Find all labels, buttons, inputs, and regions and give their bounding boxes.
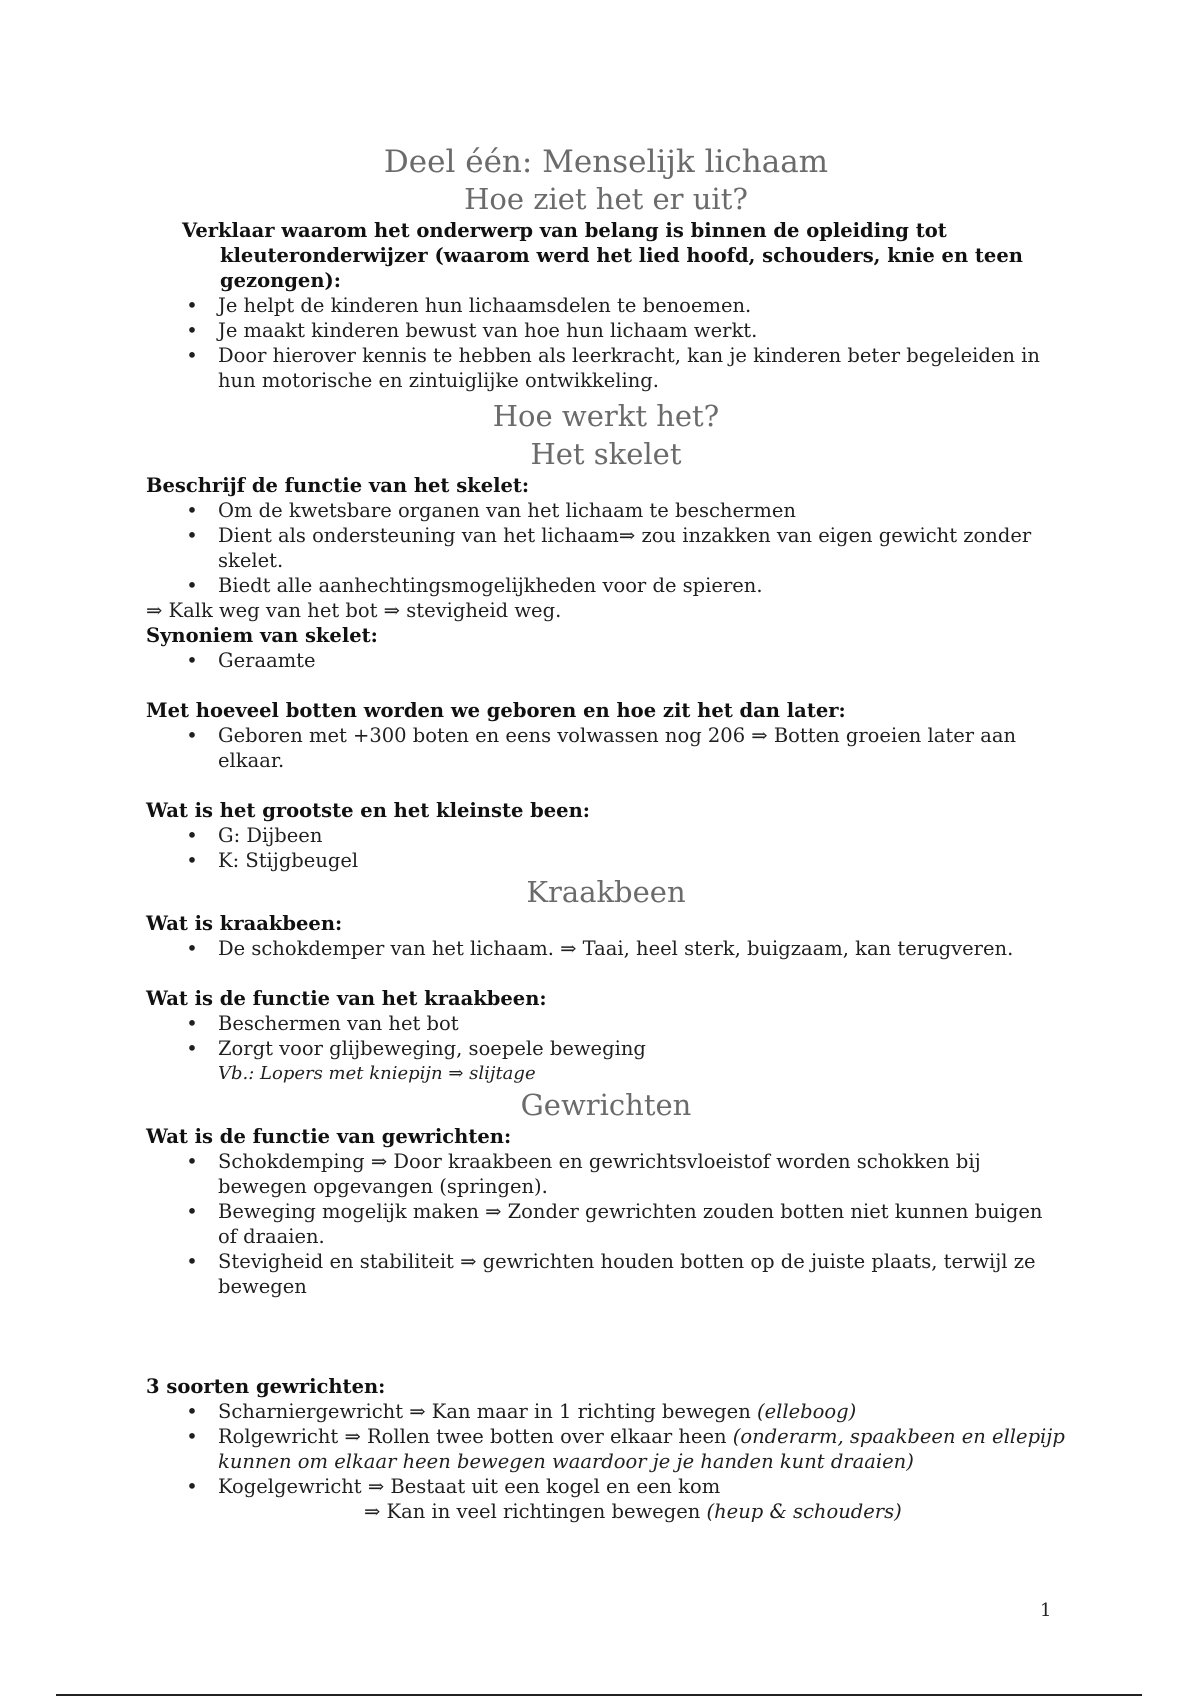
question-largest-smallest: Wat is het grootste en het kleinste been: (146, 799, 590, 822)
heading-how-it-works: Hoe werkt het? (492, 399, 720, 433)
largest-smallest-list (146, 823, 1066, 873)
joint-types-list (146, 1399, 1066, 1499)
main-title: Deel één: Menselijk lichaam (383, 144, 829, 180)
question-bone-count: Met hoeveel botten worden we geboren en hoe zit het dan later: (146, 699, 846, 722)
heading-cartilage: Kraakbeen (526, 875, 686, 909)
list-item: • Beschermen van het bot (186, 1012, 459, 1035)
footer-divider (56, 1694, 1142, 1696)
list-item: • Zorgt voor glijbeweging, soepele beweging (186, 1037, 646, 1060)
question-cartilage: Wat is kraakbeen: (146, 912, 343, 935)
list-item: • Geraamte (186, 649, 316, 672)
list-item: • Je helpt de kinderen hun lichaamsdelen te benoemen. (186, 294, 752, 317)
question-cartilage-function: Wat is de functie van het kraakbeen: (146, 987, 547, 1010)
list-item: • Stevigheid en stabiliteit ⇒ gewrichten houden botten op de juiste plaats, terwijl ze bewegen (186, 1250, 1036, 1298)
list-item: • Je maakt kinderen bewust van hoe hun lichaam werkt. (186, 319, 758, 342)
question-importance-line3: gezongen): (220, 269, 341, 292)
page-number: 1 (1040, 1600, 1052, 1621)
skeleton-function-list (146, 498, 1066, 598)
list-item: • Dient als ondersteuning van het lichaam⇒ zou inzakken van eigen gewicht zonder skelet. (186, 524, 1032, 572)
question-skeleton-function: Beschrijf de functie van het skelet: (146, 474, 530, 497)
joint-type3-continuation: ⇒ Kan in veel richtingen bewegen (heup & schouders) (364, 1500, 902, 1523)
subtitle-appearance: Hoe ziet het er uit? (464, 182, 748, 216)
list-item: • Om de kwetsbare organen van het lichaam te beschermen (186, 499, 796, 522)
question-joints-function: Wat is de functie van gewrichten: (146, 1125, 512, 1148)
list-item: • De schokdemper van het lichaam. ⇒ Taai, heel sterk, buigzaam, kan terugveren. (186, 937, 1014, 960)
cartilage-function-list (146, 1011, 1066, 1061)
question-synonym: Synoniem van skelet: (146, 624, 378, 647)
synonym-list (146, 648, 1066, 673)
bone-count-list (146, 723, 1066, 773)
question-importance (146, 218, 1066, 293)
heading-skeleton: Het skelet (530, 437, 682, 471)
cartilage-example: Vb.: Lopers met kniepijn ⇒ slijtage (218, 1063, 536, 1084)
list-item: • Door hierover kennis te hebben als leerkracht, kan je kinderen beter begeleiden in hun motorische en zintuiglijke ontwikkeling. (186, 344, 1040, 392)
heading-joints: Gewrichten (520, 1088, 692, 1122)
question-importance-line2: kleuteronderwijzer (waarom werd het lied hoofd, schouders, knie en teen (220, 244, 1023, 267)
page-content (146, 144, 1066, 1524)
list-item: • Schokdemping ⇒ Door kraakbeen en gewrichtsvloeistof worden schokken bij bewegen opgevangen (springen). (186, 1150, 981, 1198)
importance-list (146, 293, 1066, 393)
list-item: • Biedt alle aanhechtingsmogelijkheden voor de spieren. (186, 574, 763, 597)
list-item: • Scharniergewricht ⇒ Kan maar in 1 richting bewegen (elleboog) (186, 1400, 857, 1423)
list-item: • Kogelgewricht ⇒ Bestaat uit een kogel en een kom (186, 1475, 721, 1498)
list-item: • K: Stijgbeugel (186, 849, 359, 872)
list-item: • Rolgewricht ⇒ Rollen twee botten over elkaar heen (onderarm, spaakbeen en ellepijp kunnen om elkaar heen bewegen waardoor je je handen kunt draaien) (186, 1425, 1065, 1473)
question-importance-line1: Verklaar waarom het onderwerp van belang is binnen de opleiding tot (182, 219, 947, 242)
skeleton-note: ⇒ Kalk weg van het bot ⇒ stevigheid weg. (146, 599, 562, 622)
list-item: • G: Dijbeen (186, 824, 323, 847)
list-item: • Beweging mogelijk maken ⇒ Zonder gewrichten zouden botten niet kunnen buigen of draaien. (186, 1200, 1043, 1248)
list-item: • Geboren met +300 boten en eens volwassen nog 206 ⇒ Botten groeien later aan elkaar. (186, 724, 1017, 772)
question-joint-types: 3 soorten gewrichten: (146, 1375, 386, 1398)
cartilage-list (146, 936, 1066, 961)
joints-function-list (146, 1149, 1066, 1299)
